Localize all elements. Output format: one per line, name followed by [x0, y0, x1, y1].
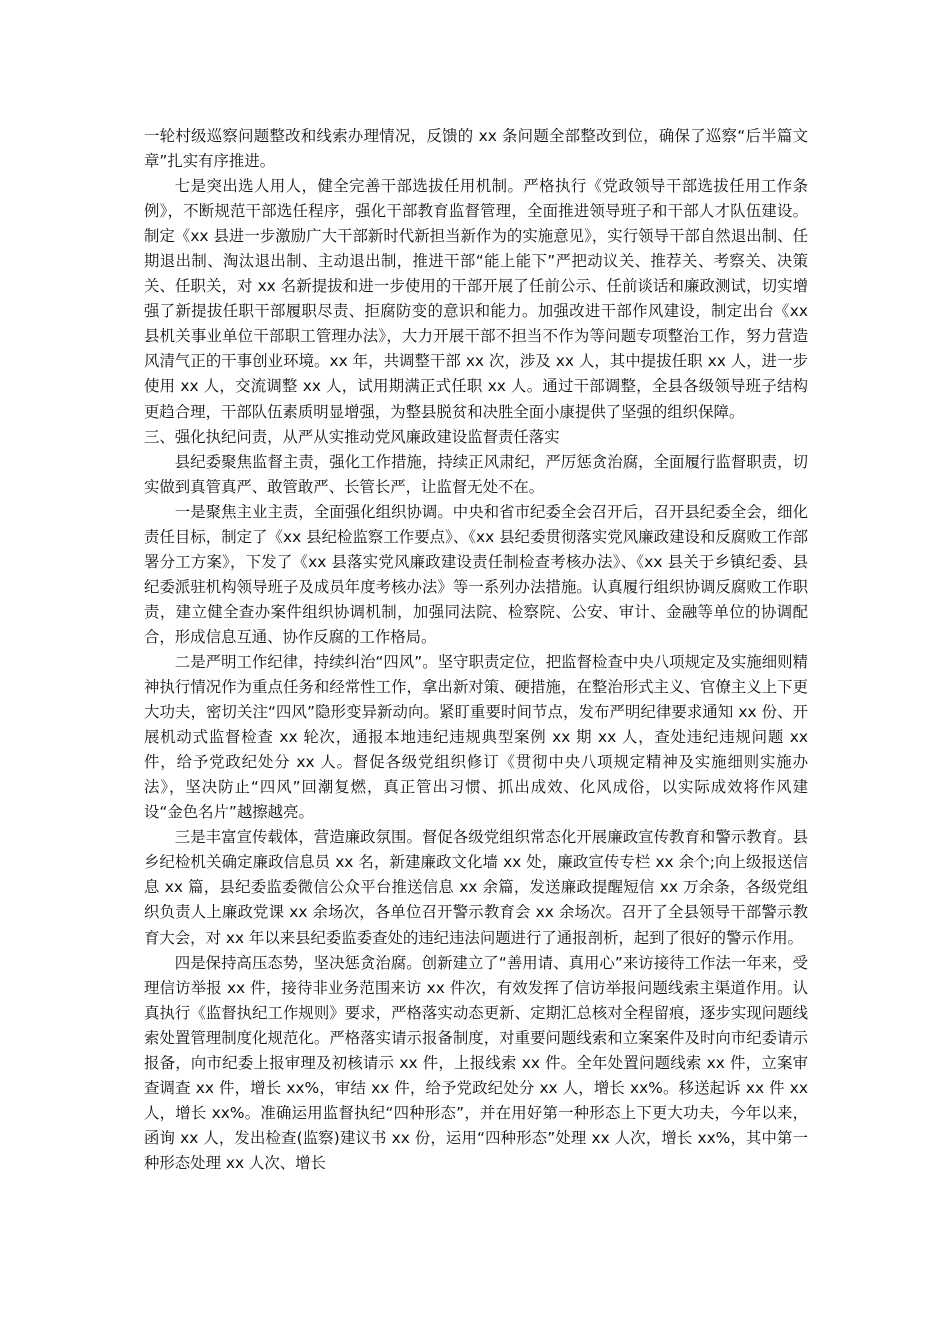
document-page: [144, 124, 808, 1176]
paragraph-3: 县纪委聚焦监督主责，强化工作措施，持续正风肃纪，严厉惩贪治腐，全面履行监督职责，切实做到真管真严、敢管敢严、长管长严，让监督无处不在。: [144, 452, 808, 496]
paragraph-4: 一是聚焦主业主责，全面强化组织协调。中央和省市纪委全会召开后，召开县纪委全会，细化责任目标，制定了《xx 县纪检监察工作要点》、《xx 县纪委贯彻落实党风廉政建设和反腐败工作部署分工方案》，下发了《xx 县落实党风廉政建设责任制检查考核办法》、《xx 县关于乡镇纪委、县纪委派驻机构领导班子及成员年度考核办法》等一系列办法措施。认真履行组织协调反腐败工作职责，建立健全查办案件组织协调机制，加强同法院、检察院、公安、审计、金融等单位的协调配合，形成信息互通、协作反腐的工作格局。: [144, 502, 808, 646]
paragraph-7: 四是保持高压态势，坚决惩贪治腐。创新建立了“善用请、真用心”来访接待工作法一年来，受理信访举报 xx 件，接待非业务范围来访 xx 件次，有效发挥了信访举报问题线索主渠道作用。认真执行《监督执纪工作规则》要求，严格落实动态更新、定期汇总核对全程留痕，逐步实现问题线索处置管理制度化规范化。严格落实请示报备制度，对重要问题线索和立案案件及时向市纪委请示报备，向市纪委上报审理及初核请示 xx 件，上报线索 xx 件。全年处置问题线索 xx 件，立案审查调查 xx 件，增长 xx%，审结 xx 件，给予党政纪处分 xx 人，增长 xx%。移送起诉 xx 件 xx 人，增长 xx%。准确运用监督执纪“四种形态”，并在用好第一种形态上下更大功夫，今年以来，函询 xx 人，发出检查(监察)建议书 xx 份，运用“四种形态”处理 xx 人次，增长 xx%，其中第一种形态处理 xx 人次、增长: [144, 953, 808, 1172]
section-heading: 三、强化执纪问责，从严从实推动党风廉政建设监督责任落实: [144, 427, 560, 446]
paragraph-5: 二是严明工作纪律，持续纠治“四风”。坚守职责定位，把监督检查中央八项规定及实施细则精神执行情况作为重点任务和经常性工作，拿出新对策、硬措施，在整治形式主义、官僚主义上下更大功夫，密切关注“四风”隐形变异新动向。紧盯重要时间节点，发布严明纪律要求通知 xx 份、开展机动式监督检查 xx 轮次，通报本地违纪违规典型案例 xx 期 xx 人，查处违纪违规问题 xx 件，给予党政纪处分 xx 人。督促各级党组织修订《贯彻中央八项规定精神及实施细则实施办法》，坚决防止“四风”回潮复燃，真正管出习惯、抓出成效、化风成俗，以实际成效将作风建 设“金色名片”越擦越亮。: [144, 652, 808, 822]
paragraph-1: 一轮村级巡察问题整改和线索办理情况，反馈的 xx 条问题全部整改到位，确保了巡察“后半篇文章”扎实有序推进。: [144, 127, 808, 171]
paragraph-2: 七是突出选人用人，健全完善干部选拔任用机制。严格执行《党政领导干部选拔任用工作条例》，不断规范干部选任程序，强化干部教育监督管理，全面推进领导班子和干部人才队伍建设。制定《xx 县进一步激励广大干部新时代新担当新作为的实施意见》，实行领导干部自然退出制、任期退出制、淘汰退出制、主动退出制，推进干部“能上能下”严把动议关、推荐关、考察关、决策关、任职关，对 xx 名新提拔和进一步使用的干部开展了任前公示、任前谈话和廉政测试，切实增强了新提拔任职干部履职尽责、拒腐防变的意识和能力。加强改进干部作风建设，制定出台《xx 县机关事业单位干部职工管理办法》，大力开展干部不担当不作为等问题专项整治工作，努力营造风清气正的干事创业环境。xx 年，共调整干部 xx 次，涉及 xx 人，其中提拔任职 xx 人，进一步使用 xx 人，交流调整 xx 人，试用期满正式任职 xx 人。通过干部调整，全县各级领导班子结构更趋合理，干部队伍素质明显增强，为整县脱贫和决胜全面小康提供了坚强的组织保障。: [144, 177, 808, 421]
paragraph-6: 三是丰富宣传载体，营造廉政氛围。督促各级党组织常态化开展廉政宣传教育和警示教育。县乡纪检机关确定廉政信息员 xx 名，新建廉政文化墙 xx 处，廉政宣传专栏 xx 余个;向上级报送信息 xx 篇，县纪委监委微信公众平台推送信息 xx 余篇，发送廉政提醒短信 xx 万余条，各级党组织负责人上廉政党课 xx 余场次，各单位召开警示教育会 xx 余场次。召开了全县领导干部警示教育大会，对 xx 年以来县纪委监委查处的违纪违法问题进行了通报剖析，起到了很好的警示作用。: [144, 828, 808, 947]
